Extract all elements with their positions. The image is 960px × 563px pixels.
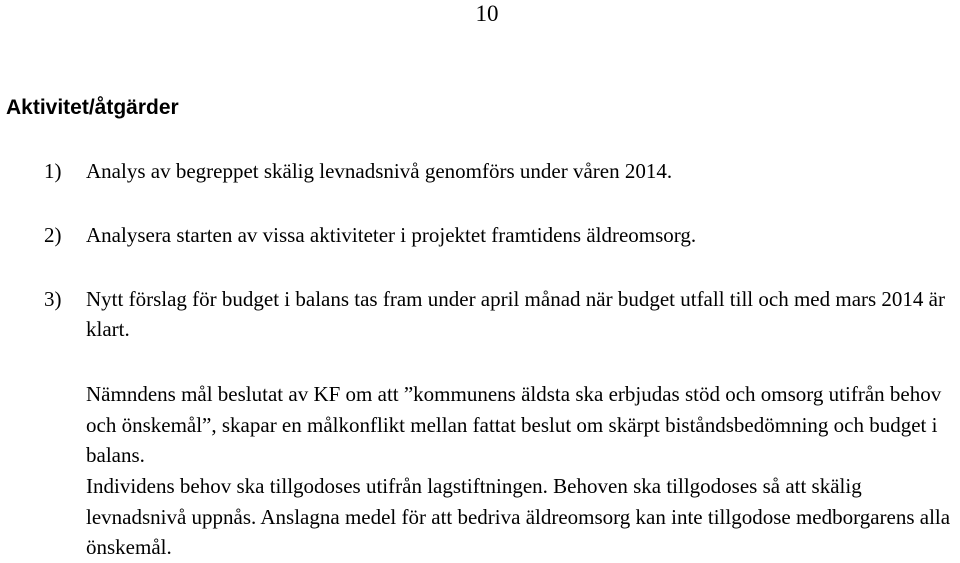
list-item [44, 284, 954, 344]
list-item-text: Nytt förslag för budget i balans tas fram under april månad när budget utfall till och med mars 2014 är klart. [86, 287, 946, 341]
list-item [44, 156, 954, 186]
section-heading: Aktivitet/åtgärder [6, 96, 179, 119]
list-item-number: 1) [44, 159, 62, 183]
list-item-number: 2) [44, 223, 62, 247]
list-item-text: Analys av begreppet skälig levnadsnivå genomförs under våren 2014. [86, 159, 673, 183]
list-item-text: Analysera starten av vissa aktiviteter i projektet framtidens äldreomsorg. [86, 223, 697, 247]
list-item [44, 220, 954, 250]
paragraph-goal-conflict: Nämndens mål beslutat av KF om att ”kommunens äldsta ska erbjudas stöd och omsorg utifrån behov och önskemål”, skapar en målkonflikt mellan fattat beslut om skärpt biståndsbedömning och budget i balans. [86, 382, 942, 467]
page-number: 10 [475, 1, 499, 26]
list-item-number: 3) [44, 287, 62, 311]
paragraph-individual-needs: Individens behov ska tillgodoses utifrån lagstiftningen. Behoven ska tillgodoses så att skälig levnadsnivå uppnås. Anslagna medel för att bedriva äldreomsorg kan inte tillgodose medborgarens alla önskemål. [86, 474, 951, 559]
